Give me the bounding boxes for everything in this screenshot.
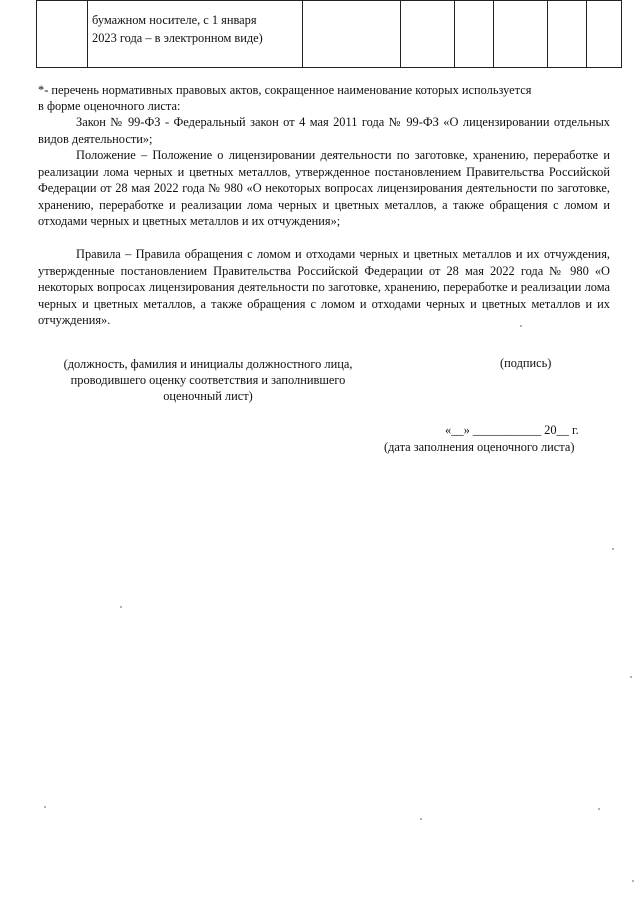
table-cell — [37, 1, 88, 68]
caption-line: (должность, фамилия и инициалы должностного лица, — [63, 357, 353, 371]
date-caption: (дата заполнения оценочного листа) — [384, 440, 575, 454]
evaluation-table-fragment — [36, 0, 622, 68]
date-fill-line: «__» ___________ 20__ г. — [445, 423, 579, 437]
scan-speck — [120, 606, 122, 608]
footnote-line: в форме оценочного листа: — [38, 99, 181, 113]
scan-speck — [598, 808, 600, 810]
table-cell — [455, 1, 494, 68]
scan-speck — [420, 818, 422, 820]
table-cell — [587, 1, 622, 68]
scan-speck — [612, 548, 614, 550]
rules-definition: Правила – Правила обращения с ломом и отходами черных и цветных металлов и их отчуждения, утвержденные постановлением Правительства Российской Федерации от 28 мая 2022 года № 980 «О некоторых вопросах лицензирования деятельности по заготовке, хранению, переработке и реализации лома черных и цветных металлов, а также обращения с ломом и отходами черных и цветных металлов и их отчуждения». — [38, 247, 610, 327]
footnote-line: *- перечень нормативных правовых актов, сокращенное наименование которых используется — [38, 83, 532, 97]
scan-speck — [44, 806, 46, 808]
signature-caption: (подпись) — [500, 356, 552, 370]
cell-text-line: 2023 года – в электронном виде) — [92, 31, 263, 45]
table-cell — [494, 1, 548, 68]
table-cell — [548, 1, 587, 68]
official-position-caption — [38, 356, 378, 404]
scan-speck — [520, 325, 522, 327]
regulation-definition: Положение – Положение о лицензировании деятельности по заготовке, хранению, переработке и реализации лома черных и цветных металлов, утвержденное постановлением Правительства Российской Федерации от 28 мая 2022 года № 980 «О некоторых вопросах лицензирования деятельности по заготовке, хранению, переработке и реализации лома черных и цветных металлов, а также обращения с ломом и отходами черных и цветных металлов и их отчуждения»; — [38, 148, 610, 228]
table-row — [37, 1, 622, 68]
cell-text-line: бумажном носителе, с 1 января — [92, 13, 257, 27]
caption-line: проводившего оценку соответствия и заполнившего — [70, 373, 346, 387]
scan-speck — [632, 880, 634, 882]
table-cell-text — [88, 1, 303, 68]
scan-speck — [630, 676, 632, 678]
law-definition: Закон № 99-ФЗ - Федеральный закон от 4 мая 2011 года № 99-ФЗ «О лицензировании отдельных видов деятельности»; — [38, 115, 610, 146]
table-cell — [401, 1, 455, 68]
table-cell — [303, 1, 401, 68]
caption-line: оценочный лист) — [163, 389, 253, 403]
